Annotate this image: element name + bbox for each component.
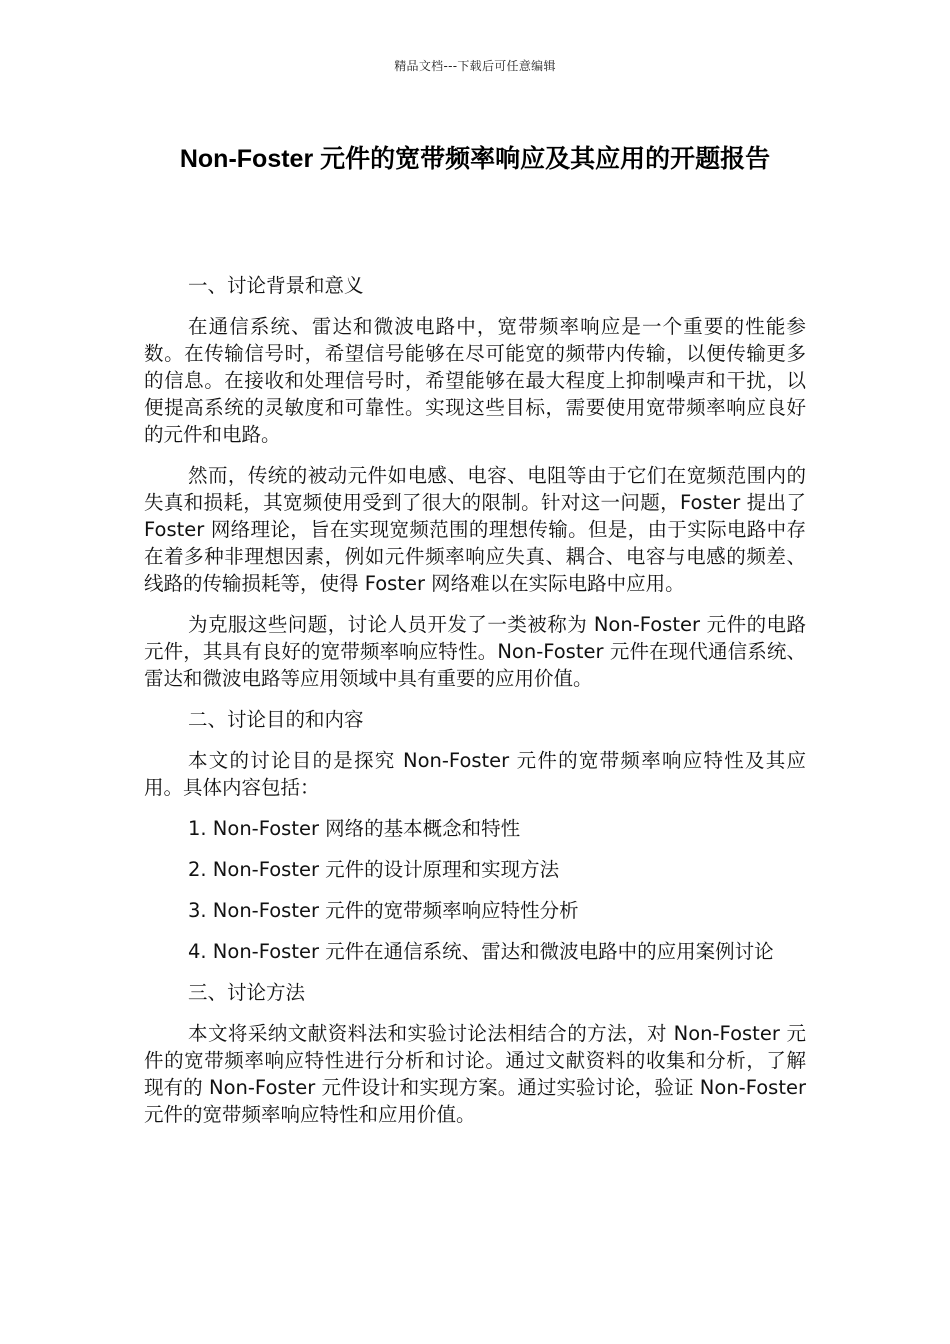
list-item-1: 1. Non-Foster 网络的基本概念和特性 (188, 817, 521, 840)
paragraph-purpose-1: 本文的讨论目的是探究 Non-Foster 元件的宽带频率响应特性及其应用。具体内容包括： (144, 749, 806, 799)
document-title: Non-Foster 元件的宽带频率响应及其应用的开题报告 (179, 145, 771, 173)
paragraph-background-2: 然而，传统的被动元件如电感、电容、电阻等由于它们在宽频范围内的失真和损耗，其宽频使用受到了很大的限制。针对这一问题，Foster 提出了 Foster 网络理论，旨在实现宽频范围的理想传输。但是，由于实际电路中存在着多种非理想因素，例如元件频率响应失真、耦合、电容与电感的频差、线路的传输损耗等，使得 Foster 网络难以在实际电路中应用。 (144, 464, 806, 595)
document-body (144, 272, 806, 1128)
list-item-2: 2. Non-Foster 元件的设计原理和实现方法 (188, 858, 560, 881)
section-heading-purpose: 二、讨论目的和内容 (188, 708, 364, 731)
section-heading-background: 一、讨论背景和意义 (188, 274, 364, 297)
header-note: 精品文档---下载后可任意编辑 (394, 59, 556, 73)
section-heading-method: 三、讨论方法 (188, 981, 306, 1004)
paragraph-background-3: 为克服这些问题，讨论人员开发了一类被称为 Non-Foster 元件的电路元件，其具有良好的宽带频率响应特性。Non-Foster 元件在现代通信系统、雷达和微波电路等应用领域中具有重要的应用价值。 (144, 613, 806, 690)
paragraph-method-1: 本文将采纳文献资料法和实验讨论法相结合的方法，对 Non-Foster 元件的宽带频率响应特性进行分析和讨论。通过文献资料的收集和分析，了解现有的 Non-Foster 元件设计和实现方案。通过实验讨论，验证 Non-Foster 元件的宽带频率响应特性和应用价值。 (144, 1022, 806, 1126)
list-item-3: 3. Non-Foster 元件的宽带频率响应特性分析 (188, 899, 579, 922)
paragraph-background-1: 在通信系统、雷达和微波电路中，宽带频率响应是一个重要的性能参数。在传输信号时，希望信号能够在尽可能宽的频带内传输，以便传输更多的信息。在接收和处理信号时，希望能够在最大程度上抑制噪声和干扰，以便提高系统的灵敏度和可靠性。实现这些目标，需要使用宽带频率响应良好的元件和电路。 (144, 315, 806, 446)
list-item-4: 4. Non-Foster 元件在通信系统、雷达和微波电路中的应用案例讨论 (188, 940, 774, 963)
